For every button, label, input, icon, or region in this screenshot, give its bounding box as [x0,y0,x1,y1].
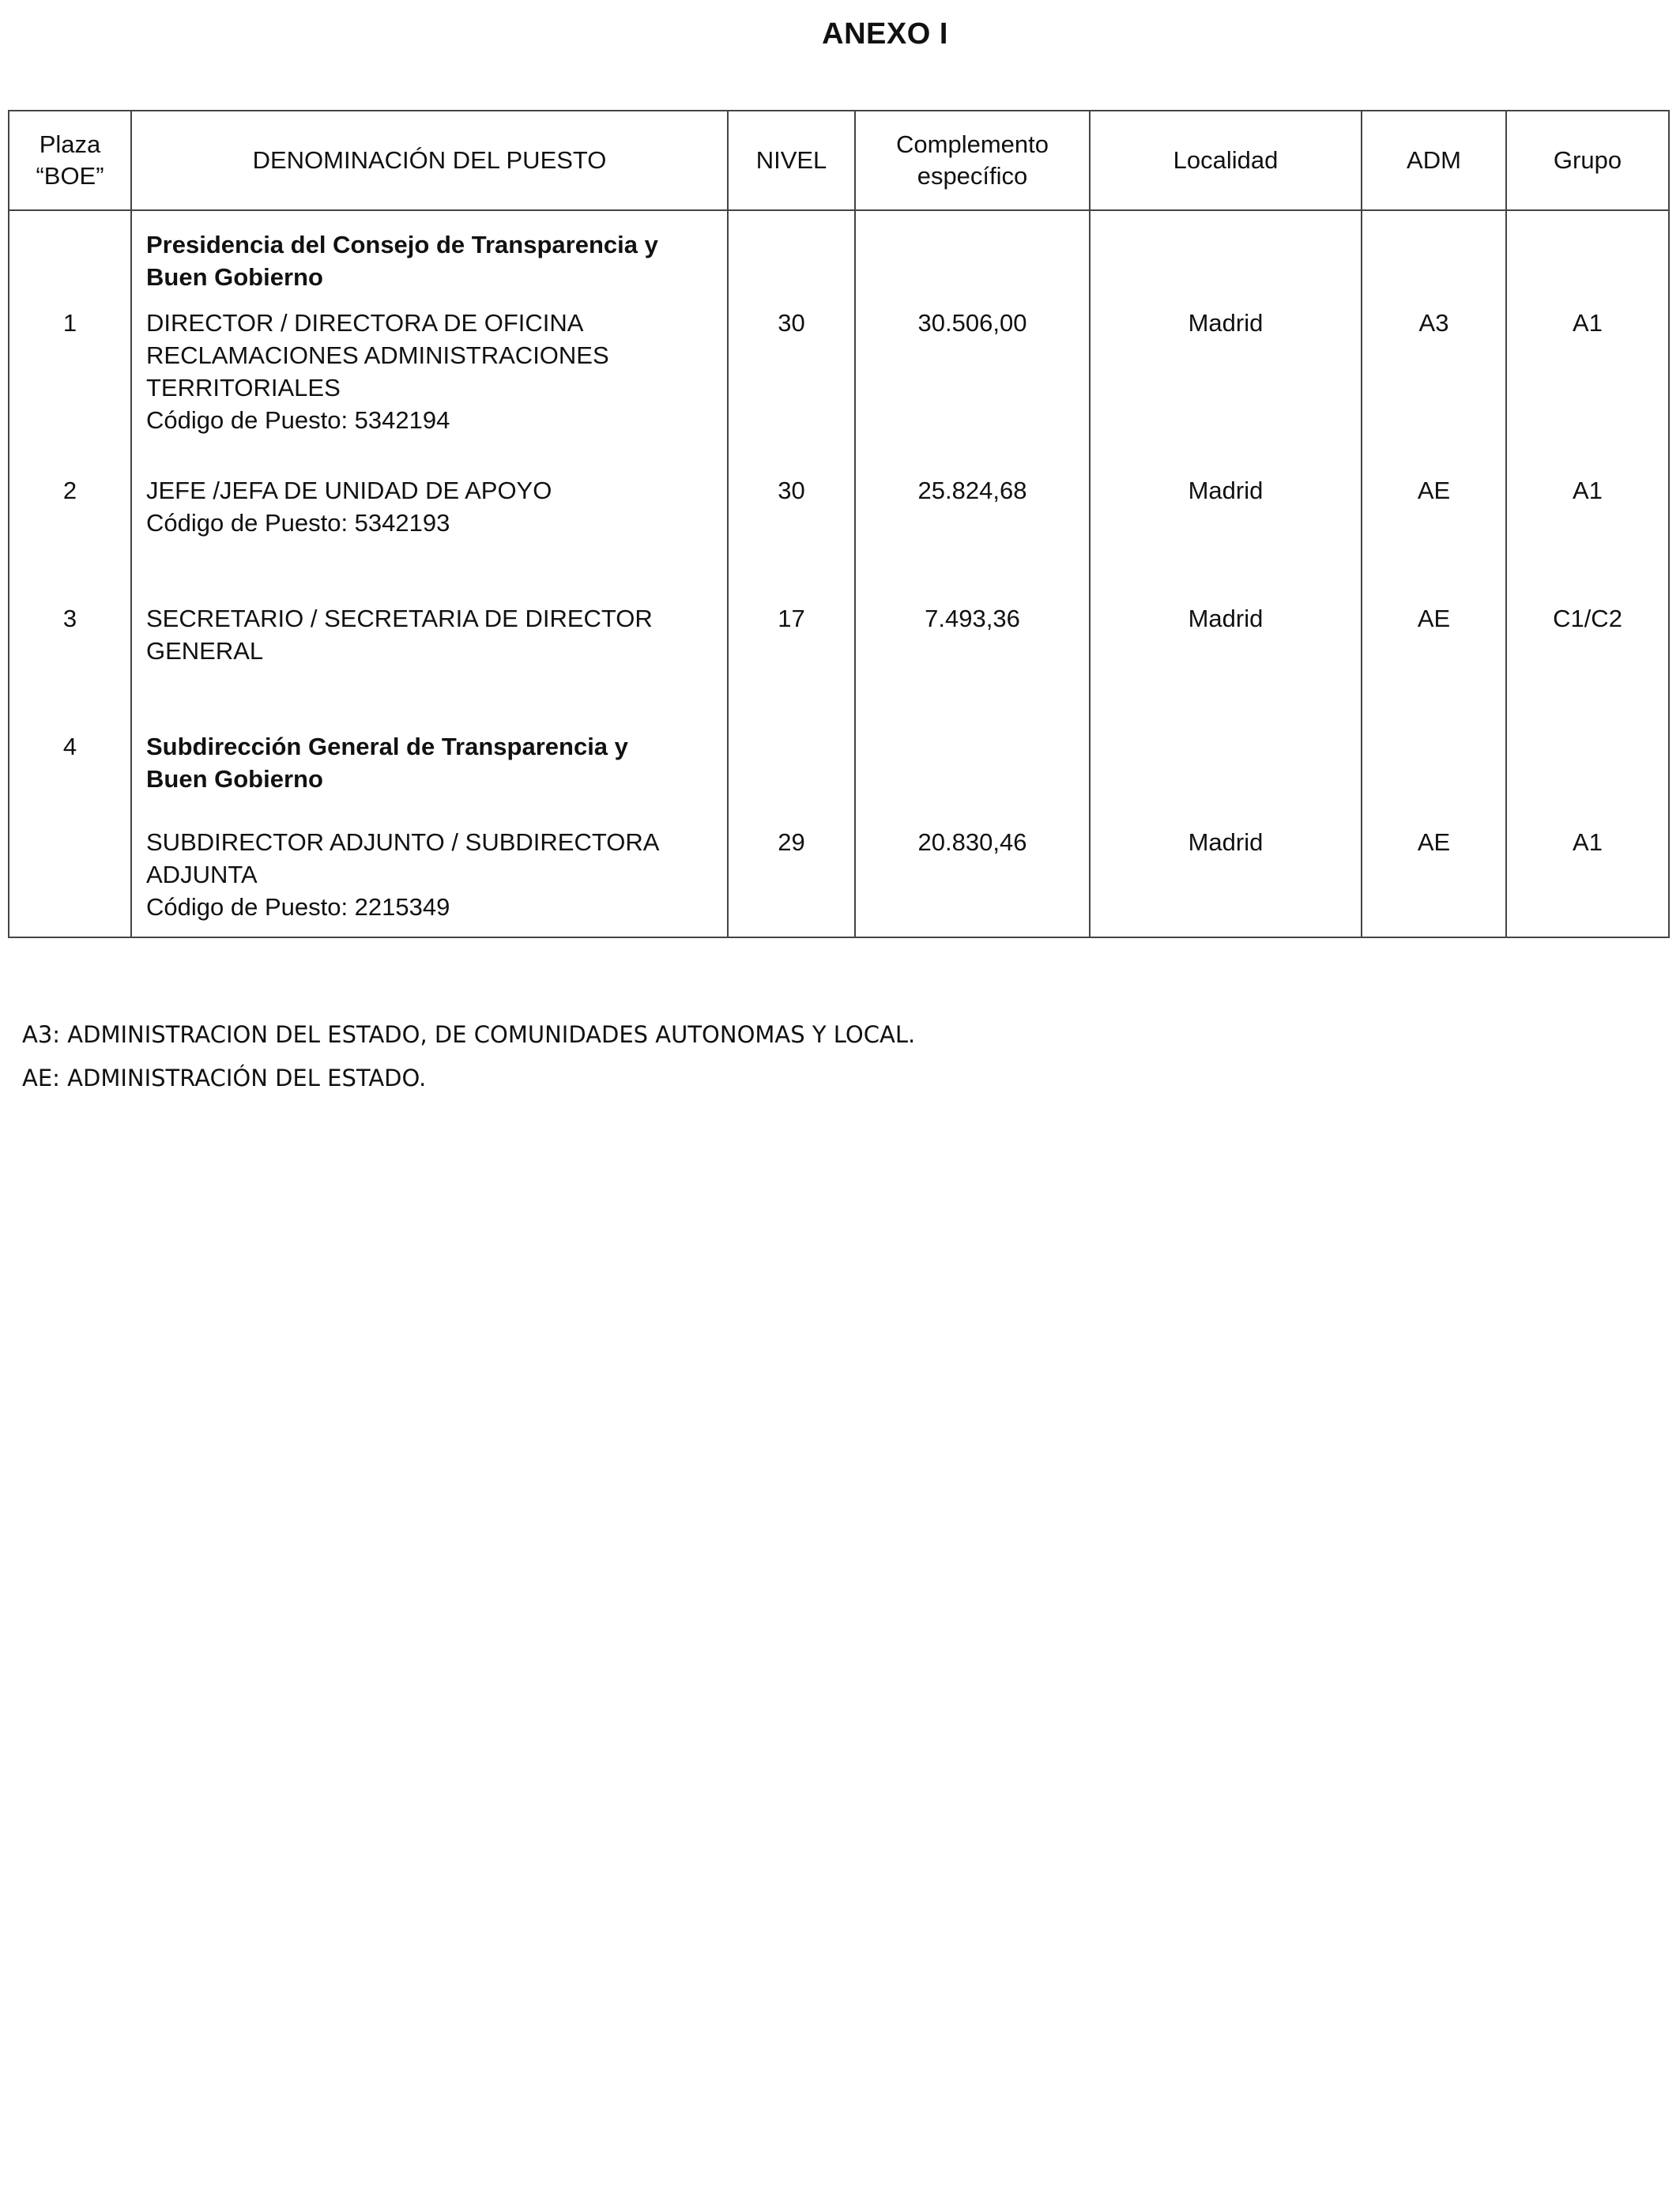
cell-nivel: 29 [728,826,855,937]
puesto-line2: RECLAMACIONES ADMINISTRACIONES [146,341,609,369]
puesto-line1: SUBDIRECTOR ADJUNTO / SUBDIRECTORA [146,828,660,856]
cell-localidad: Madrid [1090,307,1362,474]
table-row [9,826,1669,937]
puesto-line3: TERRITORIALES [146,374,341,401]
cell-adm: A3 [1362,307,1506,474]
header-plaza [9,111,131,210]
cell-adm: AE [1362,602,1506,730]
puesto-line1: SECRETARIO / SECRETARIA DE DIRECTOR [146,605,653,632]
table-row [9,307,1669,474]
cell-complemento: 25.824,68 [855,474,1090,602]
header-complemento [855,111,1090,210]
header-complemento-line1: Complemento [896,130,1049,158]
positions-table [8,110,1670,938]
cell-complemento: 20.830,46 [855,826,1090,937]
cell-nivel: 30 [728,474,855,602]
cell-puesto [131,307,728,474]
cell-nivel: 30 [728,307,855,474]
cell-localidad: Madrid [1090,474,1362,602]
puesto-codigo: Código de Puesto: 5342193 [146,509,450,537]
footnotes [22,1013,915,1100]
cell-plaza: 1 [9,307,131,474]
page-title: ANEXO I [822,17,948,51]
puesto-line1: JEFE /JEFA DE UNIDAD DE APOYO [146,477,552,504]
cell-localidad: Madrid [1090,602,1362,730]
cell-localidad: Madrid [1090,826,1362,937]
cell-plaza: 2 [9,474,131,602]
puesto-codigo: Código de Puesto: 5342194 [146,406,450,434]
header-complemento-line2: específico [917,162,1028,190]
table-row [9,602,1669,730]
table-row [9,730,1669,826]
puesto-codigo: Código de Puesto: 2215349 [146,893,450,921]
table-row [9,474,1669,602]
header-plaza-line2: “BOE” [36,162,104,190]
header-plaza-line1: Plaza [39,130,101,158]
cell-plaza: 4 [9,730,131,826]
cell-grupo: A1 [1506,826,1669,937]
cell-grupo: A1 [1506,474,1669,602]
cell-plaza: 3 [9,602,131,730]
cell-nivel: 17 [728,602,855,730]
org-name-line2: Buen Gobierno [146,263,323,291]
cell-adm: AE [1362,474,1506,602]
table-header-row [9,111,1669,210]
org-name-line2: Buen Gobierno [146,765,323,793]
header-adm: ADM [1362,111,1506,210]
puesto-line2: GENERAL [146,637,264,665]
footnote-a3: A3: ADMINISTRACION DEL ESTADO, DE COMUNIDADES AUTONOMAS Y LOCAL. [22,1021,916,1048]
cell-puesto [131,474,728,602]
header-nivel: NIVEL [728,111,855,210]
header-grupo: Grupo [1506,111,1669,210]
cell-adm: AE [1362,826,1506,937]
header-localidad: Localidad [1090,111,1362,210]
org-name-line1: Subdirección General de Transparencia y [146,733,628,760]
cell-puesto [131,602,728,730]
cell-grupo: A1 [1506,307,1669,474]
cell-complemento: 7.493,36 [855,602,1090,730]
cell-grupo: C1/C2 [1506,602,1669,730]
footnote-ae: AE: ADMINISTRACIÓN DEL ESTADO. [22,1065,427,1091]
cell-puesto [131,826,728,937]
puesto-line1: DIRECTOR / DIRECTORA DE OFICINA [146,309,584,337]
cell-complemento: 30.506,00 [855,307,1090,474]
org-name-line1: Presidencia del Consejo de Transparencia y [146,231,658,258]
puesto-line2: ADJUNTA [146,861,258,888]
header-denominacion: DENOMINACIÓN DEL PUESTO [131,111,728,210]
table-row [9,210,1669,307]
